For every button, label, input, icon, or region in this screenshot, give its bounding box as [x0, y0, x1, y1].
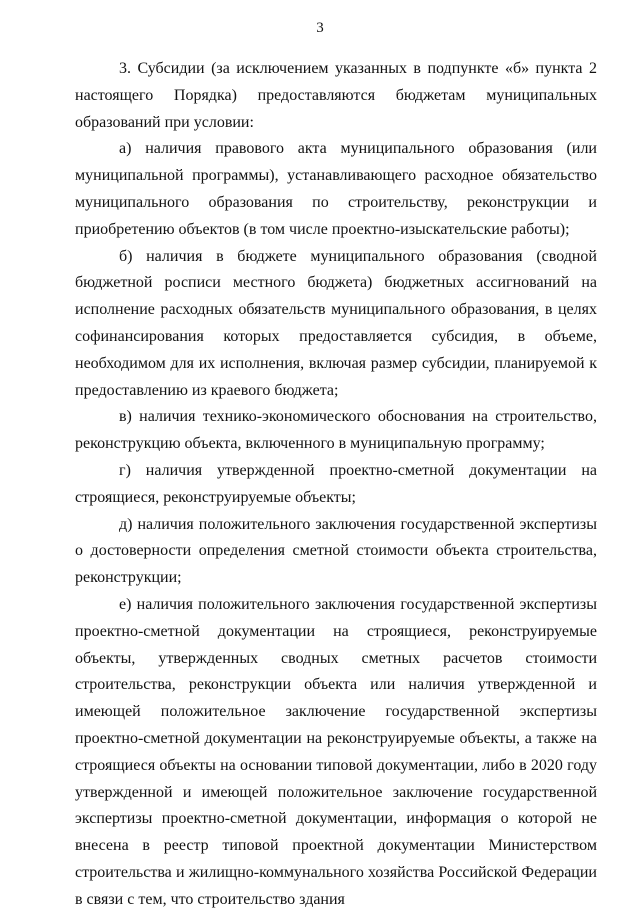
paragraph-condition-v: в) наличия технико-экономического обоснования на строительство, реконструкцию объекта, включенного в муниципальную программу;: [75, 408, 597, 453]
document-body: [75, 56, 597, 914]
paragraph-condition-g: г) наличия утвержденной проектно-сметной документации на строящиеся, реконструируемые объекты;: [75, 461, 597, 506]
paragraph-condition-b: б) наличия в бюджете муниципального образования (сводной бюджетной росписи местного бюджета) бюджетных ассигнований на исполнение расходных обязательств муниципального образования, в целях софинансирования которых предоставляется субсидия, в объеме, необходимом для их исполнения, включая размер субсидии, планируемой к предоставлению из краевого бюджета;: [75, 247, 597, 399]
page-number: 3: [316, 20, 324, 36]
paragraph-condition-a: а) наличия правового акта муниципального образования (или муниципальной программы), устанавливающего расходное обязательство муниципального образования по строительству, реконструкции и приобретению объектов (в том числе проектно-изыскательские работы);: [75, 140, 597, 238]
paragraph-condition-d: д) наличия положительного заключения государственной экспертизы о достоверности определения сметной стоимости объекта строительства, реконструкции;: [75, 515, 597, 587]
paragraph-3-subsidies: 3. Субсидии (за исключением указанных в подпункте «б» пункта 2 настоящего Порядка) предоставляются бюджетам муниципальных образований при условии:: [75, 60, 597, 131]
paragraph-condition-e: е) наличия положительного заключения государственной экспертизы проектно-сметной документации на строящиеся, реконструируемые объекты, утвержденных сводных сметных расчетов стоимости строительства, реконструкции объекта или наличия утвержденной и имеющей положительное заключение государственной экспертизы проектно-сметной документации на реконструируемые объекты, а также на строящиеся объекты на основании типовой документации, либо в 2020 году утвержденной и имеющей положительное заключение государственной экспертизы проектно-сметной документации, информация о которой не внесена в реестр типовой проектной документации Министерством строительства и жилищно-коммунального хозяйства Российской Федерации в связи с тем, что строительство здания: [75, 595, 597, 908]
